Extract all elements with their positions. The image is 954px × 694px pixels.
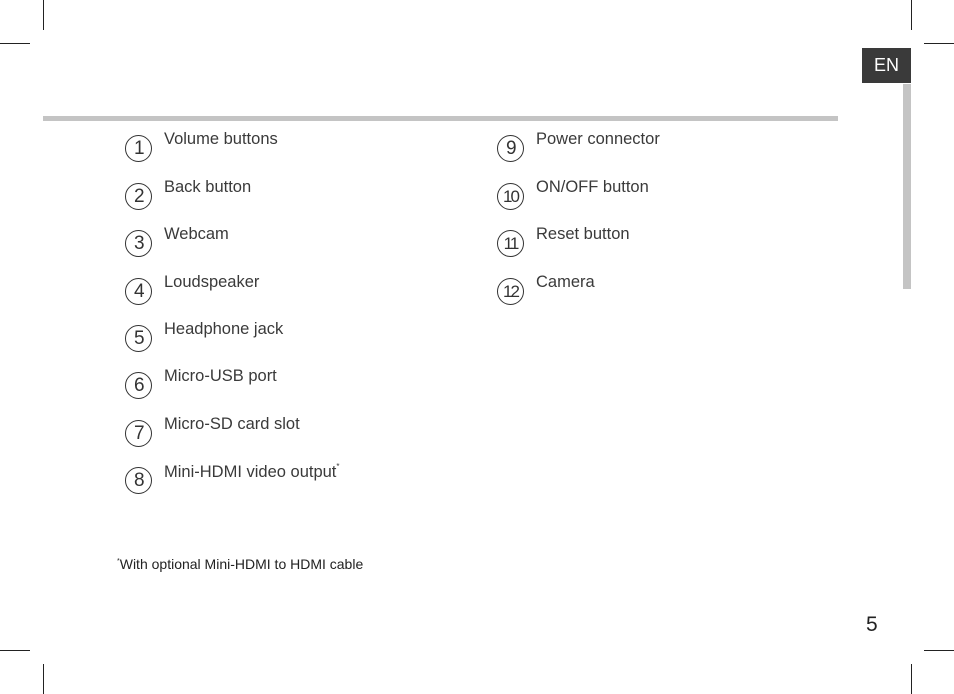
legend-label: Camera (536, 273, 595, 291)
crop-mark (0, 43, 30, 44)
crop-mark (924, 650, 954, 651)
legend-label: Back button (164, 178, 252, 196)
footnote (117, 556, 363, 572)
legend-label: Loudspeaker (164, 273, 260, 291)
callout-number: 9 (497, 135, 524, 162)
callout-number: 6 (125, 372, 152, 399)
legend-label: Micro-USB port (164, 367, 277, 385)
legend-label: Webcam (164, 225, 229, 243)
legend-label-text: Mini-HDMI video output (164, 463, 337, 481)
callout-number: 1 (125, 135, 152, 162)
crop-mark (911, 664, 912, 694)
crop-mark (43, 664, 44, 694)
legend-label: Micro-SD card slot (164, 415, 300, 433)
legend-label: Power connector (536, 130, 660, 148)
callout-number: 7 (125, 420, 152, 447)
crop-mark (0, 650, 30, 651)
footnote-marker: * (117, 558, 120, 565)
legend-label: ON/OFF button (536, 178, 649, 196)
callout-number: 8 (125, 467, 152, 494)
callout-number: 4 (125, 278, 152, 305)
language-tab: EN (862, 48, 911, 83)
callout-number: 11 (497, 230, 524, 257)
callout-number: 5 (125, 325, 152, 352)
legend-label: Headphone jack (164, 320, 284, 338)
legend-label: Reset button (536, 225, 630, 243)
side-thumb-bar (903, 84, 911, 289)
callout-number: 10 (497, 183, 524, 210)
footnote-marker: * (336, 462, 340, 471)
legend-label: Volume buttons (164, 130, 278, 148)
footnote-text: With optional Mini-HDMI to HDMI cable (119, 556, 364, 572)
crop-mark (924, 43, 954, 44)
crop-mark (911, 0, 912, 30)
callout-number: 2 (125, 183, 152, 210)
callout-number: 12 (497, 278, 524, 305)
page-number: 5 (866, 613, 878, 636)
callout-number: 3 (125, 230, 152, 257)
crop-mark (43, 0, 44, 30)
legend-label (164, 462, 340, 482)
header-rule (43, 116, 838, 121)
